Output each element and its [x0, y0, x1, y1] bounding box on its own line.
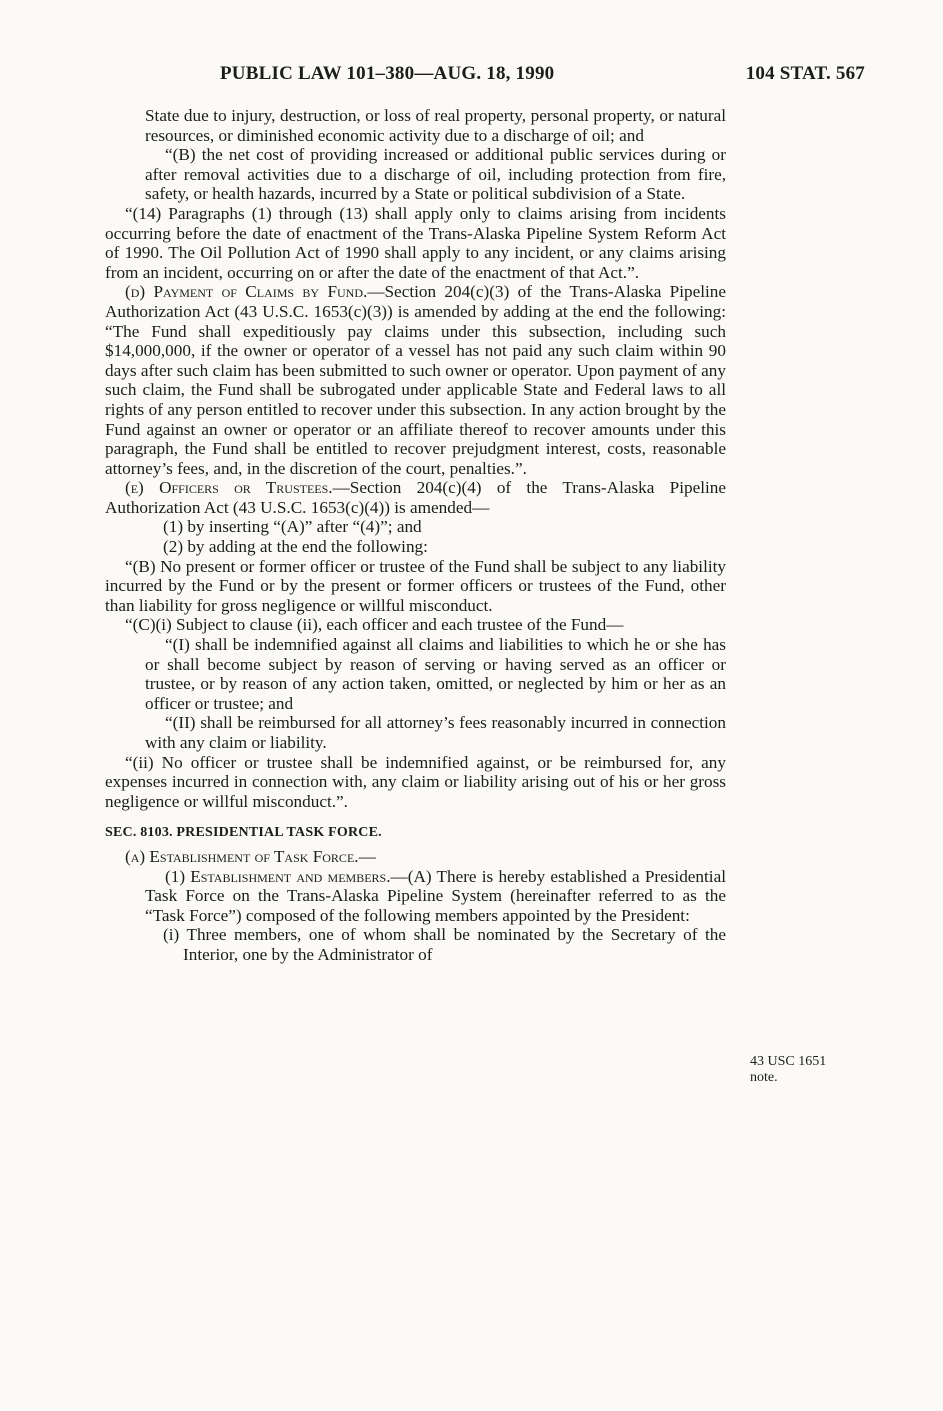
header-title: PUBLIC LAW 101–380—AUG. 18, 1990 — [220, 63, 555, 84]
paragraph: “(C)(i) Subject to clause (ii), each officer and each trustee of the Fund— — [125, 615, 624, 635]
paragraph — [105, 282, 726, 478]
paragraph — [145, 867, 726, 926]
margin-note-line: note. — [750, 1070, 778, 1085]
paragraph: “(II) shall be reimbursed for all attorney’s fees reasonably incurred in connection with any claim or liability. — [145, 713, 726, 752]
subsection-heading: (e) Officers or Trustees. — [125, 478, 333, 498]
margin-note — [750, 1054, 870, 1086]
running-header — [105, 63, 865, 87]
paragraph-body: —(A) There is hereby established a Presidential Task Force on the Trans-Alaska Pipeline System (hereinafter referred to as the “Task Force”) composed of the following members appointed by the President: — [145, 866, 726, 925]
paragraph: “(B) the net cost of providing increased or additional public services during or after removal activities due to a discharge of oil, including protection from fire, safety, or health hazards, incurred by a State or political subdivision of a State. — [145, 145, 726, 204]
body-text — [105, 106, 726, 965]
paragraph: (i) Three members, one of whom shall be nominated by the Secretary of the Interior, one by the Administrator of — [163, 925, 726, 964]
paragraph: State due to injury, destruction, or loss of real property, personal property, or natural resources, or diminished economic activity due to a discharge of oil; and — [145, 106, 726, 145]
paragraph: “(ii) No officer or trustee shall be indemnified against, or be reimbursed for, any expenses incurred in connection with, any claim or liability arising out of his or her gross negligence or willful misconduct.”. — [105, 752, 726, 811]
paragraph: (1) by inserting “(A)” after “(4)”; and — [163, 517, 422, 537]
paragraph — [105, 478, 726, 517]
margin-note-line: 43 USC 1651 — [750, 1054, 827, 1069]
header-stat-page: 104 STAT. 567 — [745, 63, 865, 84]
section-heading: SEC. 8103. PRESIDENTIAL TASK FORCE. — [105, 825, 382, 841]
paragraph-body: —Section 204(c)(3) of the Trans-Alaska Pipeline Authorization Act (43 U.S.C. 1653(c)(3)) is amended by adding at the end the following: “The Fund shall expeditiously pay claims under this subsection, including such $14,000,000, if the owner or operator of a vessel has not paid any such claim within 90 days after such claim has been submitted to such owner or operator. Upon payment of any such claim, the Fund shall be subrogated under applicable State and Federal laws to all rights of any person entitled to recover under this subsection. In any action brought by the Fund against an owner or operator or an affiliate thereof to recover amounts under this paragraph, the Fund shall be entitled to recover prejudgment interest, costs, reasonable attorney’s fees, and, in the discretion of the court, penalties.”. — [105, 282, 727, 478]
subsection-heading: (d) Payment of Claims by Fund. — [125, 282, 368, 302]
paragraph: “(B) No present or former officer or trustee of the Fund shall be subject to any liability incurred by the Fund or by the present or former officers or trustees of the Fund, other than liability for gross negligence or willful misconduct. — [105, 556, 726, 615]
paragraph-body: —Section 204(c)(4) of the Trans-Alaska Pipeline Authorization Act (43 U.S.C. 1653(c)(4)) is amended— — [105, 478, 727, 517]
paragraph: (2) by adding at the end the following: — [163, 537, 428, 557]
paragraph-heading: (1) Establishment and members. — [165, 866, 391, 886]
paragraph: “(I) shall be indemnified against all claims and liabilities to which he or she has or shall become subject by reason of serving or having served as an officer or trustee, or by reason of any action taken, omitted, or neglected by him or her as an officer or trustee; and — [145, 635, 726, 713]
subsection-heading: (a) Establishment of Task Force.— — [125, 846, 376, 866]
paragraph: “(14) Paragraphs (1) through (13) shall apply only to claims arising from incidents occurring before the date of enactment of the Trans-Alaska Pipeline System Reform Act of 1990. The Oil Pollution Act of 1990 shall apply to any incident, or any claims arising from an incident, occurring on or after the date of the enactment of that Act.”. — [105, 203, 726, 282]
